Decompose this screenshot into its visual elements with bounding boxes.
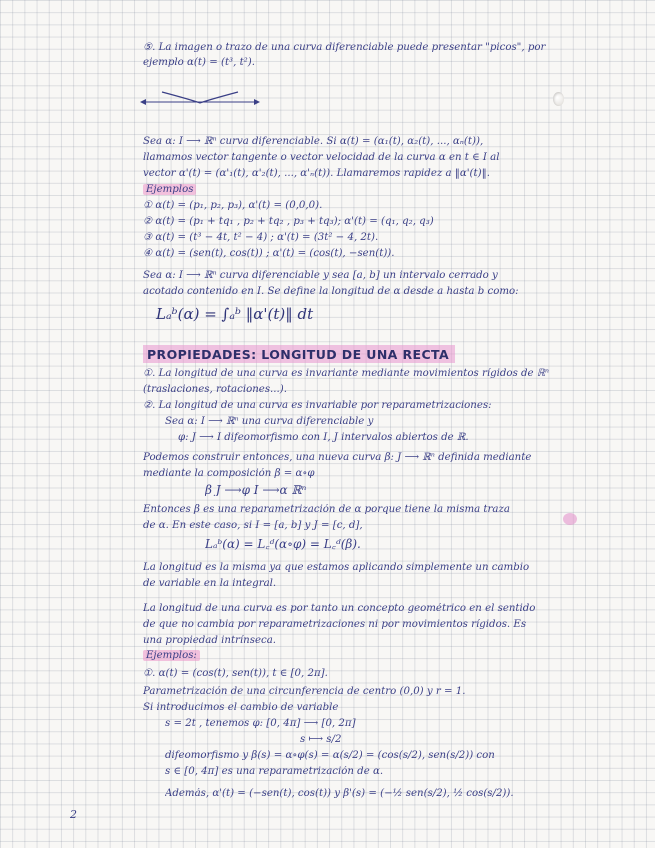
text-line: ⑤. La imagen o trazo de una curva diferenciable puede presentar "picos", por: [143, 42, 546, 53]
property-item: ①. La longitud de una curva es invariante mediante movimientos rígidos de ℝⁿ: [143, 368, 550, 379]
example-item: ④ α(t) = (sen(t), cos(t)) ; α'(t) = (cos(t), −sen(t)).: [143, 248, 395, 259]
text-line: vector α'(t) = (α'₁(t), α'₂(t), ..., α'ₙ(t)). Llamaremos rapidez a ‖α'(t)‖.: [143, 168, 490, 179]
binder-hole: [553, 92, 564, 106]
examples-heading-2: [143, 650, 593, 662]
text-line: de α. En este caso, si I = [a, b] y J = [c, d],: [143, 520, 363, 531]
text-line: Parametrización de una circunferencia de centro (0,0) y r = 1.: [143, 686, 466, 697]
examples-heading-label: Ejemplos:: [143, 650, 200, 661]
text-line: Sea α: I ⟶ ℝⁿ curva diferenciable y sea [a, b] un intervalo cerrado y: [143, 270, 498, 281]
length-formula: Lₐᵇ(α) = ∫ₐᵇ ‖α'(t)‖ dt: [156, 305, 314, 323]
text-line: Sea α: I ⟶ ℝⁿ curva diferenciable. Si α(t) = (α₁(t), α₂(t), ..., αₙ(t)),: [143, 136, 484, 147]
composition-diagram: β J ⟶φ I ⟶α ℝⁿ: [205, 484, 307, 496]
text-line: llamamos vector tangente o vector velocidad de la curva α en t ∈ I al: [143, 152, 500, 163]
length-equality-formula: Lₐᵇ(α) = L꜀ᵈ(α∘φ) = L꜀ᵈ(β).: [205, 538, 361, 550]
example-item: ①. α(t) = (cos(t), sen(t)), t ∈ [0, 2π].: [143, 668, 328, 679]
text-line: Podemos construir entonces, una nueva curva β: J ⟶ ℝⁿ definida mediante: [143, 452, 532, 463]
example-item: ② α(t) = (p₁ + tq₁ , p₂ + tq₂ , p₃ + tq₃); α'(t) = (q₁, q₂, q₃): [143, 216, 434, 227]
text-line: una propiedad intrínseca.: [143, 635, 276, 646]
text-line: mediante la composición β = α∘φ: [143, 468, 315, 479]
text-line: Sea α: I ⟶ ℝⁿ una curva diferenciable y: [165, 416, 374, 427]
text-line: Si introducimos el cambio de variable: [143, 702, 339, 713]
section-title: PROPIEDADES: LONGITUD DE UNA RECTA: [143, 345, 455, 363]
property-item: ②. La longitud de una curva es invariable por reparametrizaciones:: [143, 400, 492, 411]
text-line: φ: J ⟶ I difeomorfismo con I, J intervalos abiertos de ℝ.: [178, 432, 469, 443]
example-item: ③ α(t) = (t³ − 4t, t² − 4) ; α'(t) = (3t² − 4, 2t).: [143, 232, 379, 243]
text-line: Además, α'(t) = (−sen(t), cos(t)) y β'(s) = (−½ sen(s/2), ½ cos(s/2)).: [165, 788, 514, 799]
text-line: (traslaciones, rotaciones...).: [143, 384, 287, 395]
text-line: difeomorfismo y β(s) = α∘φ(s) = α(s/2) = (cos(s/2), sen(s/2)) con: [165, 750, 495, 761]
text-line: Entonces β es una reparametrización de α porque tiene la misma traza: [143, 504, 510, 515]
cusp-curve-sketch: [140, 90, 260, 130]
text-line: ejemplo α(t) = (t³, t²).: [143, 57, 255, 68]
examples-heading: [143, 184, 593, 196]
reparametrization-map: s = 2t , tenemos φ: [0, 4π] ⟶ [0, 2π]: [165, 718, 356, 729]
example-item: ① α(t) = (p₁, p₂, p₃), α'(t) = (0,0,0).: [143, 200, 323, 211]
examples-heading-label: Ejemplos: [143, 184, 196, 195]
reparametrization-rule: s ⟼ s/2: [300, 734, 342, 745]
text-line: La longitud es la misma ya que estamos aplicando simplemente un cambio: [143, 562, 530, 573]
text-line: de variable en la integral.: [143, 578, 277, 589]
page-number: 2: [70, 808, 77, 821]
text-line: de que no cambia por reparametrizaciones ni por movimientos rígidos. Es: [143, 619, 527, 630]
text-line: acotado contenido en I. Se define la longitud de α desde a hasta b como:: [143, 286, 519, 297]
text-line: s ∈ [0, 4π] es una reparametrización de α.: [165, 766, 384, 777]
text-line: La longitud de una curva es por tanto un concepto geométrico en el sentido: [143, 603, 536, 614]
